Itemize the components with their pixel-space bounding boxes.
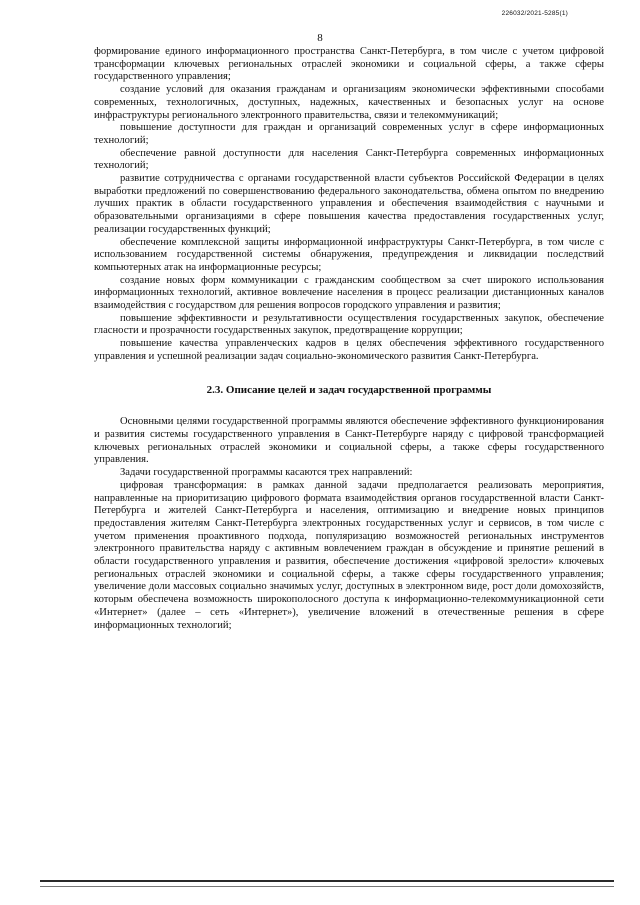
section-body <box>94 416 604 632</box>
paragraph: создание условий для оказания гражданам и организациям экономически эффективными способами современных, технологичных, доступных, надежных, качественных и безопасных услуг на основе инфраструктуры регионального электронного правительства, связи и телекоммуникаций; <box>94 84 604 121</box>
paragraph: развитие сотрудничества с органами государственной власти субъектов Российской Федерации в целях выработки предложений по совершенствованию федерального законодательства, обмена опытом по внедрению лучших практик в области государственного управления и обеспечения взаимодействия с научными и образовательными организациями в сфере повышения качества предоставления государственных услуг, реализации государственных функций; <box>94 173 604 235</box>
paragraph: обеспечение комплексной защиты информационной инфраструктуры Санкт-Петербурга, в том числе с использованием государственной системы обнаружения, предупреждения и ликвидации последствий компьютерных атак на информационные ресурсы; <box>94 236 604 273</box>
page-number: 8 <box>317 32 323 44</box>
section-heading: 2.3. Описание целей и задач государственной программы <box>206 383 492 396</box>
paragraph: повышение качества управленческих кадров в целях обеспечения эффективного государственного управления и успешной реализации задач социально-экономического развития Санкт-Петербурга. <box>94 338 604 362</box>
document-id: 226032/2021-5285(1) <box>501 10 568 17</box>
document-body <box>94 46 604 632</box>
paragraph: повышение доступности для граждан и организаций современных услуг в сфере информационных технологий; <box>94 122 604 146</box>
paragraph: Задачи государственной программы касаются трех направлений: <box>120 467 413 479</box>
footer-divider <box>40 880 614 882</box>
paragraph: цифровая трансформация: в рамках данной задачи предполагается реализовать мероприятия, направленные на приоритизацию цифрового формата взаимодействия органов государственной власти Санкт-Петербурга и жителей Санкт-Петербурга и населения, оптимизацию и внедрение новых принципов предоставления жителям Санкт-Петербурга электронных государственных услуг и сервисов, в том числе с учетом применения проактивного подхода, популяризацию возможностей региональных инструментов электронного правительства наряду с активным вовлечением граждан в обсуждение и принятие решений в области государственного управления и развития, обеспечение достижения «цифровой зрелости» ключевых региональных отраслей экономики и социальной сферы, а также сферы государственного управления; увеличение доли массовых социально значимых услуг, доступных в электронном виде, рост доли домохозяйств, которым обеспечена возможность широкополосного доступа к информационно-телекоммуникационной сети «Интернет» (далее – сеть «Интернет»), увеличение вложений в отечественные решения в сфере информационных технологий; <box>94 479 604 631</box>
footer-divider <box>40 886 614 887</box>
paragraph: повышение эффективности и результативности осуществления государственных закупок, обеспечение гласности и прозрачности государственных закупок, предотвращение коррупции; <box>94 312 604 337</box>
paragraph: обеспечение равной доступности для населения Санкт-Петербурга современных информационных технологий; <box>94 147 604 172</box>
paragraph: формирование единого информационного пространства Санкт-Петербурга, в том числе с учетом цифровой трансформации ключевых региональных отраслей экономики и социальной сферы, а также сферы государственного управления; <box>94 46 604 83</box>
goals-list <box>94 46 604 364</box>
paragraph: Основными целями государственной программы являются обеспечение эффективного функционирования и развития системы государственного управления в Санкт-Петербурге наряду с цифровой трансформацией ключевых региональных отраслей экономики и социальной сферы, а также сферы государственного управления. <box>94 416 604 466</box>
paragraph: создание новых форм коммуникации с гражданским сообществом за счет широкого использования информационных технологий, активное вовлечение населения в процесс реализации дистанционных каналов взаимодействия с государством для решения вопросов городского управления и развития; <box>94 274 604 312</box>
